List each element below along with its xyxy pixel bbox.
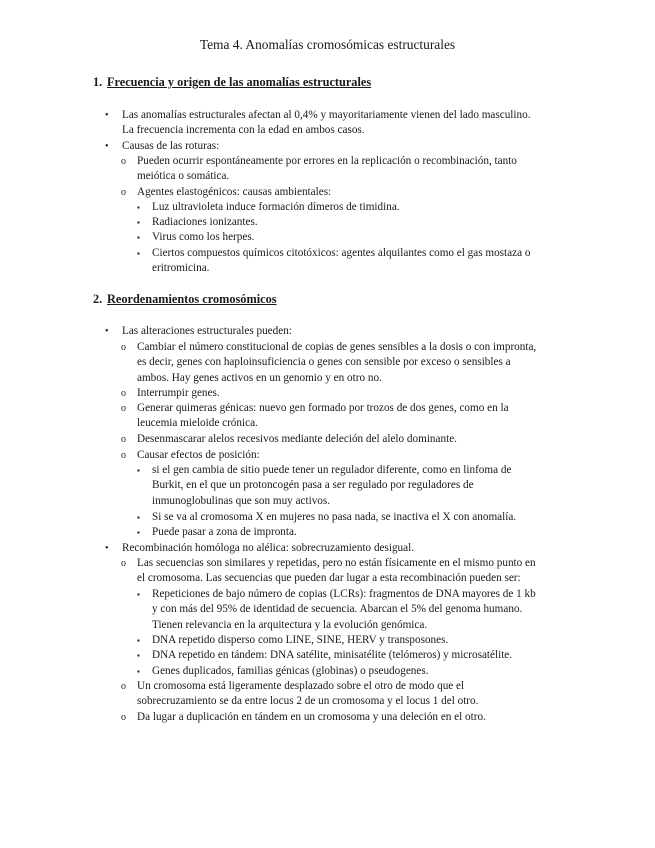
list-text: Generar quimeras génicas: nuevo gen formado por trozos de dos genes, como en la [137, 402, 509, 414]
list-text: Las alteraciones estructurales pueden: [122, 325, 292, 337]
list-item [137, 246, 562, 277]
list-item [137, 230, 562, 245]
square-bullet-icon: ▪ [137, 218, 140, 227]
list-text: y con más del 95% de identidad de secuencia. Abarcan el 5% del genoma humano. [152, 603, 523, 616]
list-item [137, 510, 562, 525]
list-text: Repeticiones de bajo número de copias (LCRs): fragmentos de DNA mayores de 1 kb [152, 588, 536, 600]
section-2-title: Reordenamientos cromosómicos [107, 292, 277, 306]
list-item [121, 448, 562, 463]
bullet-icon: • [105, 141, 109, 152]
square-bullet-icon: ▪ [137, 651, 140, 660]
list-item [137, 215, 562, 230]
circle-bullet-icon: o [121, 681, 126, 692]
list-text: meiótica o somática. [137, 170, 230, 183]
list-item [121, 556, 562, 587]
list-text: Recombinación homóloga no alélica: sobrecruzamiento desigual. [122, 542, 415, 554]
list-item [105, 541, 562, 556]
circle-bullet-icon: o [121, 187, 126, 198]
square-bullet-icon: ▪ [137, 667, 140, 676]
list-item [105, 139, 562, 154]
list-item [137, 587, 562, 633]
list-text: Radiaciones ionizantes. [152, 216, 258, 228]
circle-bullet-icon: o [121, 712, 126, 723]
square-bullet-icon: ▪ [137, 513, 140, 522]
list-text: ambos. Hay genes activos en un genomio y en otro no. [137, 371, 382, 384]
list-text: Las secuencias son similares y repetidas, pero no están físicamente en el mismo punto en [137, 557, 536, 569]
list-item [105, 108, 562, 139]
section-1-heading [93, 75, 371, 90]
circle-bullet-icon: o [121, 450, 126, 461]
circle-bullet-icon: o [121, 434, 126, 445]
list-text: Agentes elastogénicos: causas ambientales: [137, 186, 332, 198]
list-item [121, 340, 562, 386]
list-text: el cromosoma. Las secuencias que pueden dar lugar a esta recombinación pueden ser: [137, 572, 521, 585]
list-text: Genes duplicados, familias génicas (globinas) o pseudogenes. [152, 665, 429, 677]
list-text: si el gen cambia de sitio puede tener un regulador diferente, como en linfoma de [152, 464, 512, 476]
list-text: Interrumpir genes. [137, 387, 220, 399]
list-text: Ciertos compuestos químicos citotóxicos: agentes alquilantes como el gas mostaza o [152, 247, 531, 259]
circle-bullet-icon: o [121, 558, 126, 569]
list-text: Puede pasar a zona de impronta. [152, 526, 297, 538]
list-text: Si se va al cromosoma X en mujeres no pasa nada, se inactiva el X con anomalía. [152, 511, 517, 523]
square-bullet-icon: ▪ [137, 233, 140, 242]
list-text: Tienen relevancia en la arquitectura y la evolución genómica. [152, 618, 428, 631]
list-item [121, 679, 562, 710]
section-1-title: Frecuencia y origen de las anomalías estructurales [107, 75, 372, 89]
list-item [137, 525, 562, 540]
list-item [121, 432, 562, 447]
list-item [137, 664, 562, 679]
square-bullet-icon: ▪ [137, 636, 140, 645]
document-title: Tema 4. Anomalías cromosómicas estructurales [199, 37, 456, 52]
list-item [121, 710, 562, 725]
bullet-icon: • [105, 110, 109, 121]
list-text: Cambiar el número constitucional de copias de genes sensibles a la dosis o con impronta, [137, 341, 537, 353]
list-item [121, 185, 562, 200]
list-item [137, 463, 562, 509]
list-text: Un cromosoma está ligeramente desplazado sobre el otro de modo que el [137, 680, 465, 692]
list-text: Da lugar a duplicación en tándem en un cromosoma y una deleción en el otro. [137, 711, 486, 723]
bullet-icon: • [105, 326, 109, 337]
list-item [137, 200, 562, 215]
list-text: Pueden ocurrir espontáneamente por errores en la replicación o recombinación, tanto [137, 155, 517, 167]
list-text: Luz ultravioleta induce formación dímeros de timidina. [152, 201, 400, 213]
list-text: DNA repetido en tándem: DNA satélite, minisatélite (telómeros) y microsatélite. [152, 649, 513, 661]
list-item [121, 401, 562, 432]
section-2-heading [93, 292, 277, 307]
list-item [137, 633, 562, 648]
list-item [121, 154, 562, 185]
list-text: Causar efectos de posición: [137, 449, 260, 461]
list-text: sobrecruzamiento se da entre locus 2 de un cromosoma y el locus 1 del otro. [137, 695, 479, 708]
list-item [137, 648, 562, 663]
square-bullet-icon: ▪ [137, 203, 140, 212]
list-text: inmunoglobulinas que son muy activos. [152, 494, 331, 507]
list-text: es decir, genes con haploinsuficiencia o genes con sensible por exceso o sensibles a [137, 356, 511, 369]
square-bullet-icon: ▪ [137, 249, 140, 258]
list-item [121, 386, 562, 401]
list-text: Las anomalías estructurales afectan al 0,4% y mayoritariamente vienen del lado masculino. [122, 109, 531, 121]
square-bullet-icon: ▪ [137, 590, 140, 599]
square-bullet-icon: ▪ [137, 466, 140, 475]
list-text: eritromicina. [152, 262, 210, 275]
list-item [105, 324, 562, 339]
list-text: DNA repetido disperso como LINE, SINE, HERV y transposones. [152, 634, 449, 646]
circle-bullet-icon: o [121, 403, 126, 414]
list-text: Virus como los herpes. [152, 231, 255, 243]
section-1-number: 1. [93, 75, 103, 89]
circle-bullet-icon: o [121, 156, 126, 167]
bullet-icon: • [105, 543, 109, 554]
circle-bullet-icon: o [121, 342, 126, 353]
circle-bullet-icon: o [121, 388, 126, 399]
list-text: La frecuencia incrementa con la edad en ambos casos. [122, 124, 365, 137]
square-bullet-icon: ▪ [137, 528, 140, 537]
list-text: Desenmascarar alelos recesivos mediante deleción del alelo dominante. [137, 433, 457, 445]
list-text: leucemia mieloide crónica. [137, 417, 258, 430]
list-text: Causas de las roturas: [122, 140, 220, 152]
section-2-number: 2. [93, 292, 103, 306]
list-text: Burkit, en el que un protoncogén pasa a ser regulado por reguladores de [152, 479, 474, 492]
